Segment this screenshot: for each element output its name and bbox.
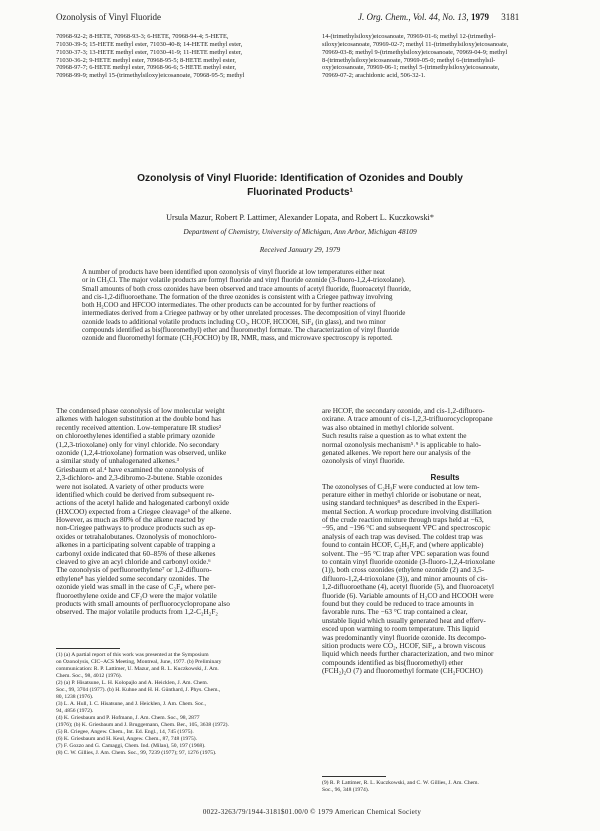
received-date: Received January 29, 1979 <box>259 245 341 254</box>
body-line: (HXCOO) expected from a Criegee cleavage⁵ of the alkene. <box>56 507 232 516</box>
body-line <box>322 466 568 474</box>
page-number: 3181 <box>501 12 520 22</box>
abstract-line: A number of products have been identified upon ozonolysis of vinyl fluoride at low temperatures either neat <box>82 268 385 276</box>
section-heading-results: Results <box>430 474 460 483</box>
body-line: (1,2,3-trioxolane) only for vinyl chloride. No secondary <box>56 440 220 449</box>
body-line: using standard techniques⁸ as described in the Experi- <box>322 499 480 508</box>
registry-line: 70968-92-2; 8-HETE, 70968-93-3; 6-HETE, 70968-94-4; 5-HETE, <box>56 33 229 40</box>
body-line: analysis of each trap was devised. The coldest trap was <box>322 532 483 541</box>
registry-line: 71030-37-3; 13-HETE methyl ester, 71030-41-9; 11-HETE methyl ester, <box>56 48 243 56</box>
footnote-line: Soc., 96, 348 (1974). <box>322 787 370 793</box>
body-line: were not isolated. A variety of other products were <box>56 482 204 491</box>
page-footer: 0022-3263/79/1944-3181$01.00/0 © 1979 American Chemical Society <box>202 808 422 816</box>
body-line: unstable liquid which usually generated heat and efferv- <box>322 616 486 625</box>
registry-line: 70969-07-2; arachidonic acid, 506-32-1. <box>322 72 426 80</box>
abstract-line: ozonide leads to additional volatile products including CO₂, HCOF, HCOOH, SiF₄ (in glass), and two minor <box>82 317 386 326</box>
body-line: of the crude reaction mixture through traps held at −63, <box>322 516 484 525</box>
footnote-line: (4) K. Griesbaum and P. Hofmann, J. Am. Chem. Soc., 98, 2877 <box>56 715 200 721</box>
registry-line: oxy)eicosanoate, 70969-06-1; methyl 5-(trimethylsiloxy)eicosanoate, <box>322 64 500 72</box>
body-line: 2,3-dichloro- and 2,3-dibromo-2-butene. Stable ozonides <box>56 474 223 483</box>
body-line: solvent. The −95 °C trap after VPC separation was found <box>322 549 489 558</box>
registry-line: 14-(trimethylsiloxy)eicosanoate, 70969-01-6; methyl 12-(trimethyl- <box>322 33 496 40</box>
body-line: ozonide yield was small in the case of C₂F₄ where per- <box>56 583 216 592</box>
body-line: recently received attention. Low-temperature IR studies² <box>56 423 222 432</box>
registry-line: 70968-97-7; 6-HETE methyl ester, 70968-96-6; 5-HETE methyl ester, <box>56 64 236 72</box>
footnote-line: (3) L. A. Hull, I. C. Hisatsune, and J. Heicklen, J. Am. Chem. Soc., <box>56 701 207 707</box>
authors: Ursula Mazur, Robert P. Lattimer, Alexander Lopata, and Robert L. Kuczkowski* <box>166 213 434 222</box>
registry-line: 71030-39-5; 15-HETE methyl ester, 71030-40-8; 14-HETE methyl ester, <box>56 40 243 48</box>
body-line: alkenes with halogen substitution at the double bond has <box>56 415 221 424</box>
abstract-line: or in CH₃Cl. The major volatile products are formyl fluoride and vinyl fluoride ozonide (3-fluoro-1,2,4-trioxolane). <box>82 276 406 285</box>
body-column-left <box>56 407 302 617</box>
affiliation: Department of Chemistry, University of Michigan, Ann Arbor, Michigan 48109 <box>183 227 417 236</box>
body-line: difluoro-1,2,4-trioxolane (3)), and minor amounts of cis- <box>322 574 488 583</box>
body-line: normal ozonolysis mechanism⁵˒⁹ is applicable to halo- <box>322 440 482 449</box>
journal-citation <box>358 12 519 22</box>
body-line: a similar study of unhalogenated alkenes.³ <box>56 457 179 466</box>
body-line: Griesbaum et al.⁴ have examined the ozonolysis of <box>56 465 205 474</box>
body-line: found to contain HCOF, C₂H₃F, and (where applicable) <box>322 541 484 550</box>
article-title <box>110 172 490 200</box>
body-line: fluoride (6). Variable amounts of H₂CO and HCOOH were <box>322 591 494 600</box>
footnote-line: (1) (a) A partial report of this work was presented at the Symposium <box>56 652 209 658</box>
body-line: ozonolysis of vinyl fluoride. <box>322 457 405 466</box>
footnote-line: (7) F. Gozzo and G. Camaggi, Chem. Ind. (Milan), 50, 197 (1968). <box>56 743 206 749</box>
footnote-line: Soc., 99, 3704 (1977). (b) H. Kuhne and H. H. Günthard, J. Phys. Chem., <box>56 687 221 693</box>
body-line: favorable runs. The −63 °C trap contained a clear, <box>322 608 468 617</box>
abstract <box>82 268 518 343</box>
body-line: found but they could be reduced to trace amounts in <box>322 599 474 608</box>
journal-year: 1979 <box>470 12 489 22</box>
registry-line: siloxy)eicosanoate, 70969-02-7; methyl 11-(trimethylsiloxy)eicosanoate, <box>322 40 509 48</box>
body-line: −95, and −196 °C and subsequent VPC and spectroscopic <box>322 524 491 533</box>
body-column-right <box>322 407 568 676</box>
abstract-line: intermediates derived from a Criegee pathway or by other unrelated processes. The decomposition of vinyl fluoride <box>82 309 406 318</box>
journal-volume: Vol. 44, No. 13, <box>412 12 469 22</box>
body-line: 1,2-difluoroethane (4), acetyl fluoride (5), and fluoroacetyl <box>322 583 495 592</box>
body-line: products with small amounts of perfluorocyclopropane also <box>56 599 230 608</box>
body-line: cleaved to give an acyl chloride and carbonyl oxide.⁶ <box>56 558 211 567</box>
body-line: alkenes in a participating solvent capable of trapping a <box>56 541 216 550</box>
title-line: Fluorinated Products¹ <box>247 187 353 198</box>
footnote-line: communication: R. P. Lattimer, U. Mazur, and R. L. Kuczkowski, J. Am. <box>56 666 219 672</box>
title-line: Ozonolysis of Vinyl Fluoride: Identification of Ozonides and Doubly <box>137 173 463 184</box>
registry-numbers-right <box>322 33 568 80</box>
body-line: was predominantly vinyl fluoride ozonide. Its decompo- <box>322 633 487 642</box>
footnote-line: (5) R. Criegee, Angew. Chem., Int. Ed. Engl., 14, 745 (1975). <box>56 729 194 735</box>
body-line: However, as much as 80% of the alkene reacted by <box>56 516 205 525</box>
footnote-line: (1976); (b) K. Griesbaum and J. Bruggemann, Chem. Ber., 105, 3638 (1972). <box>56 722 229 728</box>
body-line: identified which could be derived from subsequent re- <box>56 490 215 499</box>
footnote-line: (6) K. Griesbaum and H. Keul, Angew. Chem., 87, 748 (1975). <box>56 736 198 742</box>
body-line: esced upon warming to room temperature. This liquid <box>322 625 480 634</box>
body-line: to contain vinyl fluoride ozonide (3-fluoro-1,2,4-trioxolane <box>322 558 495 567</box>
body-line: (1)), both cross ozonides (ethylene ozonide (2) and 3,5- <box>322 566 485 575</box>
body-line: carbonyl oxide indicated that 60–85% of these alkenes <box>56 549 216 558</box>
footnote-line: Chem. Soc., 98, 4012 (1976). <box>56 673 123 679</box>
abstract-line: ozonide and fluoromethyl formate (CH₂FOCHO) by IR, NMR, mass, and microwave spectroscopy is reported. <box>82 334 393 343</box>
body-line: genated alkenes. We report here our analysis of the <box>322 448 471 457</box>
footnote-line: (8) C. W. Gillies, J. Am. Chem. Soc., 99, 7239 (1977); 97, 1276 (1975). <box>56 750 217 756</box>
footnote-line: 80, 1238 (1976). <box>56 694 94 700</box>
body-line: oxirane. A trace amount of cis-1,2,3-trifluorocyclopropane <box>322 415 493 424</box>
body-line: mental Section. A workup procedure involving distillation <box>322 507 492 516</box>
body-line: compounds identified as bis(fluoromethyl) ether <box>322 658 464 667</box>
body-line: was also obtained in methyl chloride solvent. <box>322 423 454 432</box>
body-line: observed. The major volatile products from 1,2-C₂H₂F₂ <box>56 608 218 617</box>
footnotes-left <box>56 652 302 757</box>
body-line: non-Criegee pathways to produce products such as ep- <box>56 524 216 533</box>
registry-line: 8-(trimethylsiloxy)eicosanoate, 70969-05-0; methyl 6-(trimethylsil- <box>322 56 496 64</box>
body-line: Such results raise a question as to what extent the <box>322 432 467 441</box>
body-line: sition products were CO₂, HCOF, SiF₄, a brown viscous <box>322 641 486 650</box>
abstract-line: and cis-1,2-difluoroethane. The formation of the three ozonides is consistent with a Criegee pathway involving <box>82 292 393 301</box>
registry-line: 71030-36-2; 9-HETE methyl ester, 70968-95-5; 8-HETE methyl ester, <box>56 56 236 64</box>
body-line: (FCH₂)₂O (7) and fluoromethyl formate (CH₂FOCHO) <box>322 667 483 676</box>
body-line: The ozonolyses of C₂H₃F were conducted at low tem- <box>322 482 480 491</box>
running-title: Ozonolysis of Vinyl Fluoride <box>56 12 162 22</box>
abstract-line: both H₂COO and HFCOO intermediates. The other products can be accounted for by further reactions of <box>82 301 376 310</box>
body-line: liquid which needs further characterization, and two minor <box>322 650 494 659</box>
footnote-line: 94, 4856 (1972). <box>56 708 94 714</box>
body-line: oxides or tetrahalobutanes. Ozonolysis of monochloro- <box>56 532 217 541</box>
registry-line: 70969-03-8; methyl 9-(trimethylsiloxy)eicosanoate, 70969-04-9; methyl <box>322 48 508 56</box>
body-line: fluoroethylene oxide and CF₂O were the major volatile <box>56 591 217 600</box>
abstract-line: compounds identified as bis(fluoromethyl) ether and fluoromethyl formate. The characterization of vinyl fluoride <box>82 326 400 335</box>
footnote-rule-right <box>322 776 386 777</box>
footnote-rule-left <box>56 648 120 649</box>
registry-line: 70968-99-9; methyl 15-(trimethylsiloxy)eicosanoate, 70968-95-5; methyl <box>56 72 245 80</box>
footnote-line: on Ozonolysis, CIC–ACS Meeting, Montreal, June, 1977. (b) Preliminary <box>56 659 222 665</box>
body-line: ozonide (1,2,4-trioxolane) formation was observed, unlike <box>56 448 227 457</box>
footnote-line: (9) R. P. Lattimer, R. L. Kuczkowski, and C. W. Gillies, J. Am. Chem. <box>322 780 479 786</box>
footnotes-right <box>322 780 568 794</box>
registry-numbers-left <box>56 33 302 80</box>
body-line: ethylene⁸ has yielded some secondary ozonides. The <box>56 574 210 583</box>
footnote-line: (2) (a) P. Hisatsune, L. H. Kolopajlo and A. Heicklen, J. Am. Chem. <box>56 680 209 686</box>
journal-name: J. Org. Chem., <box>358 12 411 22</box>
body-line: perature either in methyl chloride or isobutane or neat, <box>322 490 482 499</box>
body-line: actions of the acetyl halide and halogenated carbonyl oxide <box>56 499 230 508</box>
abstract-line: Small amounts of both cross ozonides have been observed and trace amounts of acetyl fluoride, fluoroacetyl fluoride, <box>82 284 411 293</box>
body-line: are HCOF, the secondary ozonide, and cis-1,2-difluoro- <box>322 407 485 415</box>
body-line: The condensed phase ozonolysis of low molecular weight <box>56 407 225 415</box>
body-line: on chloroethylenes identified a stable primary ozonide <box>56 432 215 441</box>
body-line: The ozonolysis of perfluoroethylene⁷ or 1,2-difluoro- <box>56 566 212 575</box>
